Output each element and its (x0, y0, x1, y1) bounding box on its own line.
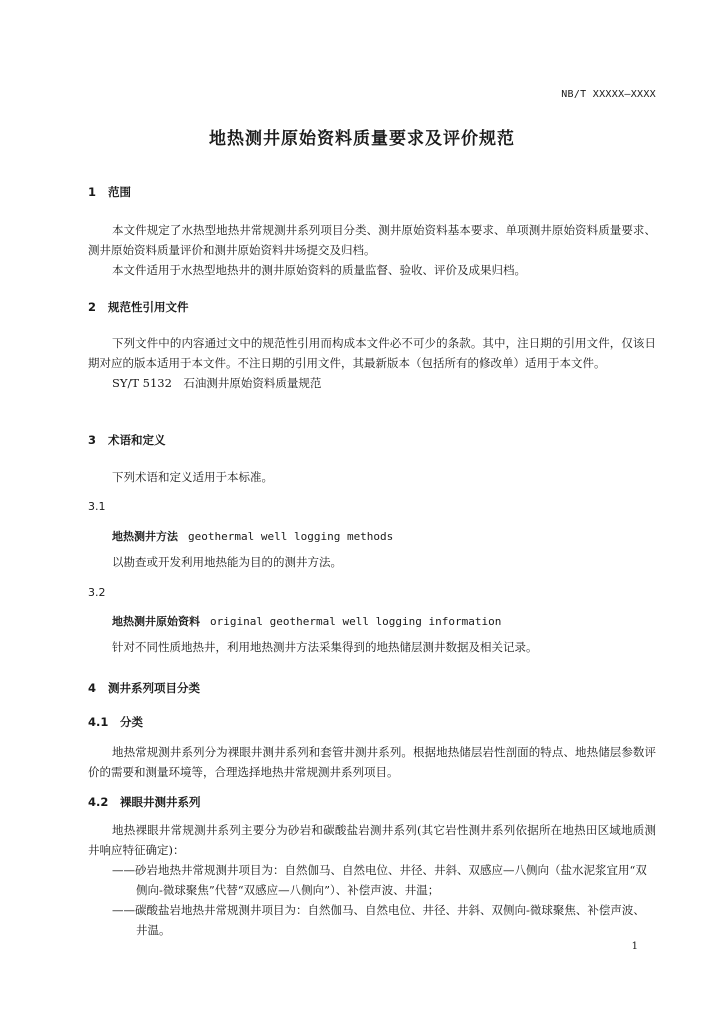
section-1-body (88, 220, 656, 280)
term-chinese: 地热测井方法 (112, 530, 178, 543)
term-chinese: 地热测井原始资料 (112, 615, 200, 628)
section-2-heading (88, 299, 189, 315)
term-number: 3.2 (88, 586, 106, 599)
section-number: 4 (88, 681, 97, 695)
section-2-body (88, 333, 656, 393)
section-title: 规范性引用文件 (108, 300, 189, 314)
section-number: 1 (88, 185, 97, 199)
paragraph: 地热常规测井系列分为裸眼井测井系列和套管井测井系列。根据地热储层岩性剖面的特点、地热储层参数评价的需要和测量环境等，合理选择地热井常规测井系列项目。 (88, 745, 656, 779)
section-3-intro (88, 467, 656, 487)
section-title: 范围 (108, 185, 131, 199)
term-entry (112, 613, 501, 629)
term-definition: 针对不同性质地热井，利用地热测井方法采集得到的地热储层测井数据及相关记录。 (112, 640, 538, 654)
subsection-4-2-body (88, 820, 656, 940)
section-3-heading (88, 432, 166, 448)
paragraph: 地热裸眼井常规测井系列主要分为砂岩和碳酸盐岩测井系列(其它岩性测井系列依据所在地热田区域地质测井响应特征确定)： (88, 823, 656, 857)
term-definition-block (88, 552, 656, 572)
term-entry (112, 528, 393, 544)
term-english: original geothermal well logging information (210, 615, 502, 628)
section-title: 术语和定义 (108, 433, 166, 447)
subsection-number: 4.2 (88, 795, 109, 809)
subsection-4-1-body (88, 742, 656, 782)
paragraph: 本文件适用于水热型地热井的测井原始资料的质量监督、验收、评价及成果归档。 (112, 263, 526, 277)
section-1-heading (88, 184, 131, 200)
paragraph: 下列术语和定义适用于本标准。 (112, 470, 273, 484)
term-english: geothermal well logging methods (188, 530, 394, 543)
paragraph: 下列文件中的内容通过文中的规范性引用而构成本文件必不可少的条款。其中，注日期的引用文件，仅该日期对应的版本适用于本文件。不注日期的引用文件，其最新版本（包括所有的修改单）适用于本文件。 (88, 336, 656, 370)
subsection-title: 分类 (120, 715, 143, 729)
page-number: 1 (631, 941, 638, 952)
term-definition: 以勘查或开发利用地热能为目的的测井方法。 (112, 555, 342, 569)
section-number: 3 (88, 433, 97, 447)
document-title: 地热测井原始资料质量要求及评价规范 (209, 129, 515, 149)
standard-code: NB/T XXXXX—XXXX (561, 89, 656, 100)
subsection-number: 4.1 (88, 715, 109, 729)
dash-list-item: ——碳酸盐岩地热井常规测井项目为：自然伽马、自然电位、井径、井斜、双侧向-微球聚焦、补偿声波、井温。 (112, 903, 645, 937)
section-4-heading (88, 680, 200, 696)
term-definition-block (88, 637, 656, 657)
section-number: 2 (88, 300, 97, 314)
term-number: 3.1 (88, 500, 106, 513)
subsection-4-2-heading (88, 794, 201, 810)
dash-list-item: ——砂岩地热井常规测井项目为：自然伽马、自然电位、井径、井斜、双感应—八侧向（盐水泥浆宜用“双侧向-微球聚焦”代替“双感应—八侧向”）、补偿声波、井温； (112, 863, 647, 897)
section-title: 测井系列项目分类 (108, 681, 200, 695)
subsection-title: 裸眼井测井系列 (120, 795, 201, 809)
reference-item: SY/T 5132 石油测井原始资料质量规范 (112, 376, 322, 390)
paragraph: 本文件规定了水热型地热井常规测井系列项目分类、测井原始资料基本要求、单项测井原始资料质量要求、测井原始资料质量评价和测井原始资料井场提交及归档。 (88, 223, 656, 257)
subsection-4-1-heading (88, 714, 143, 730)
